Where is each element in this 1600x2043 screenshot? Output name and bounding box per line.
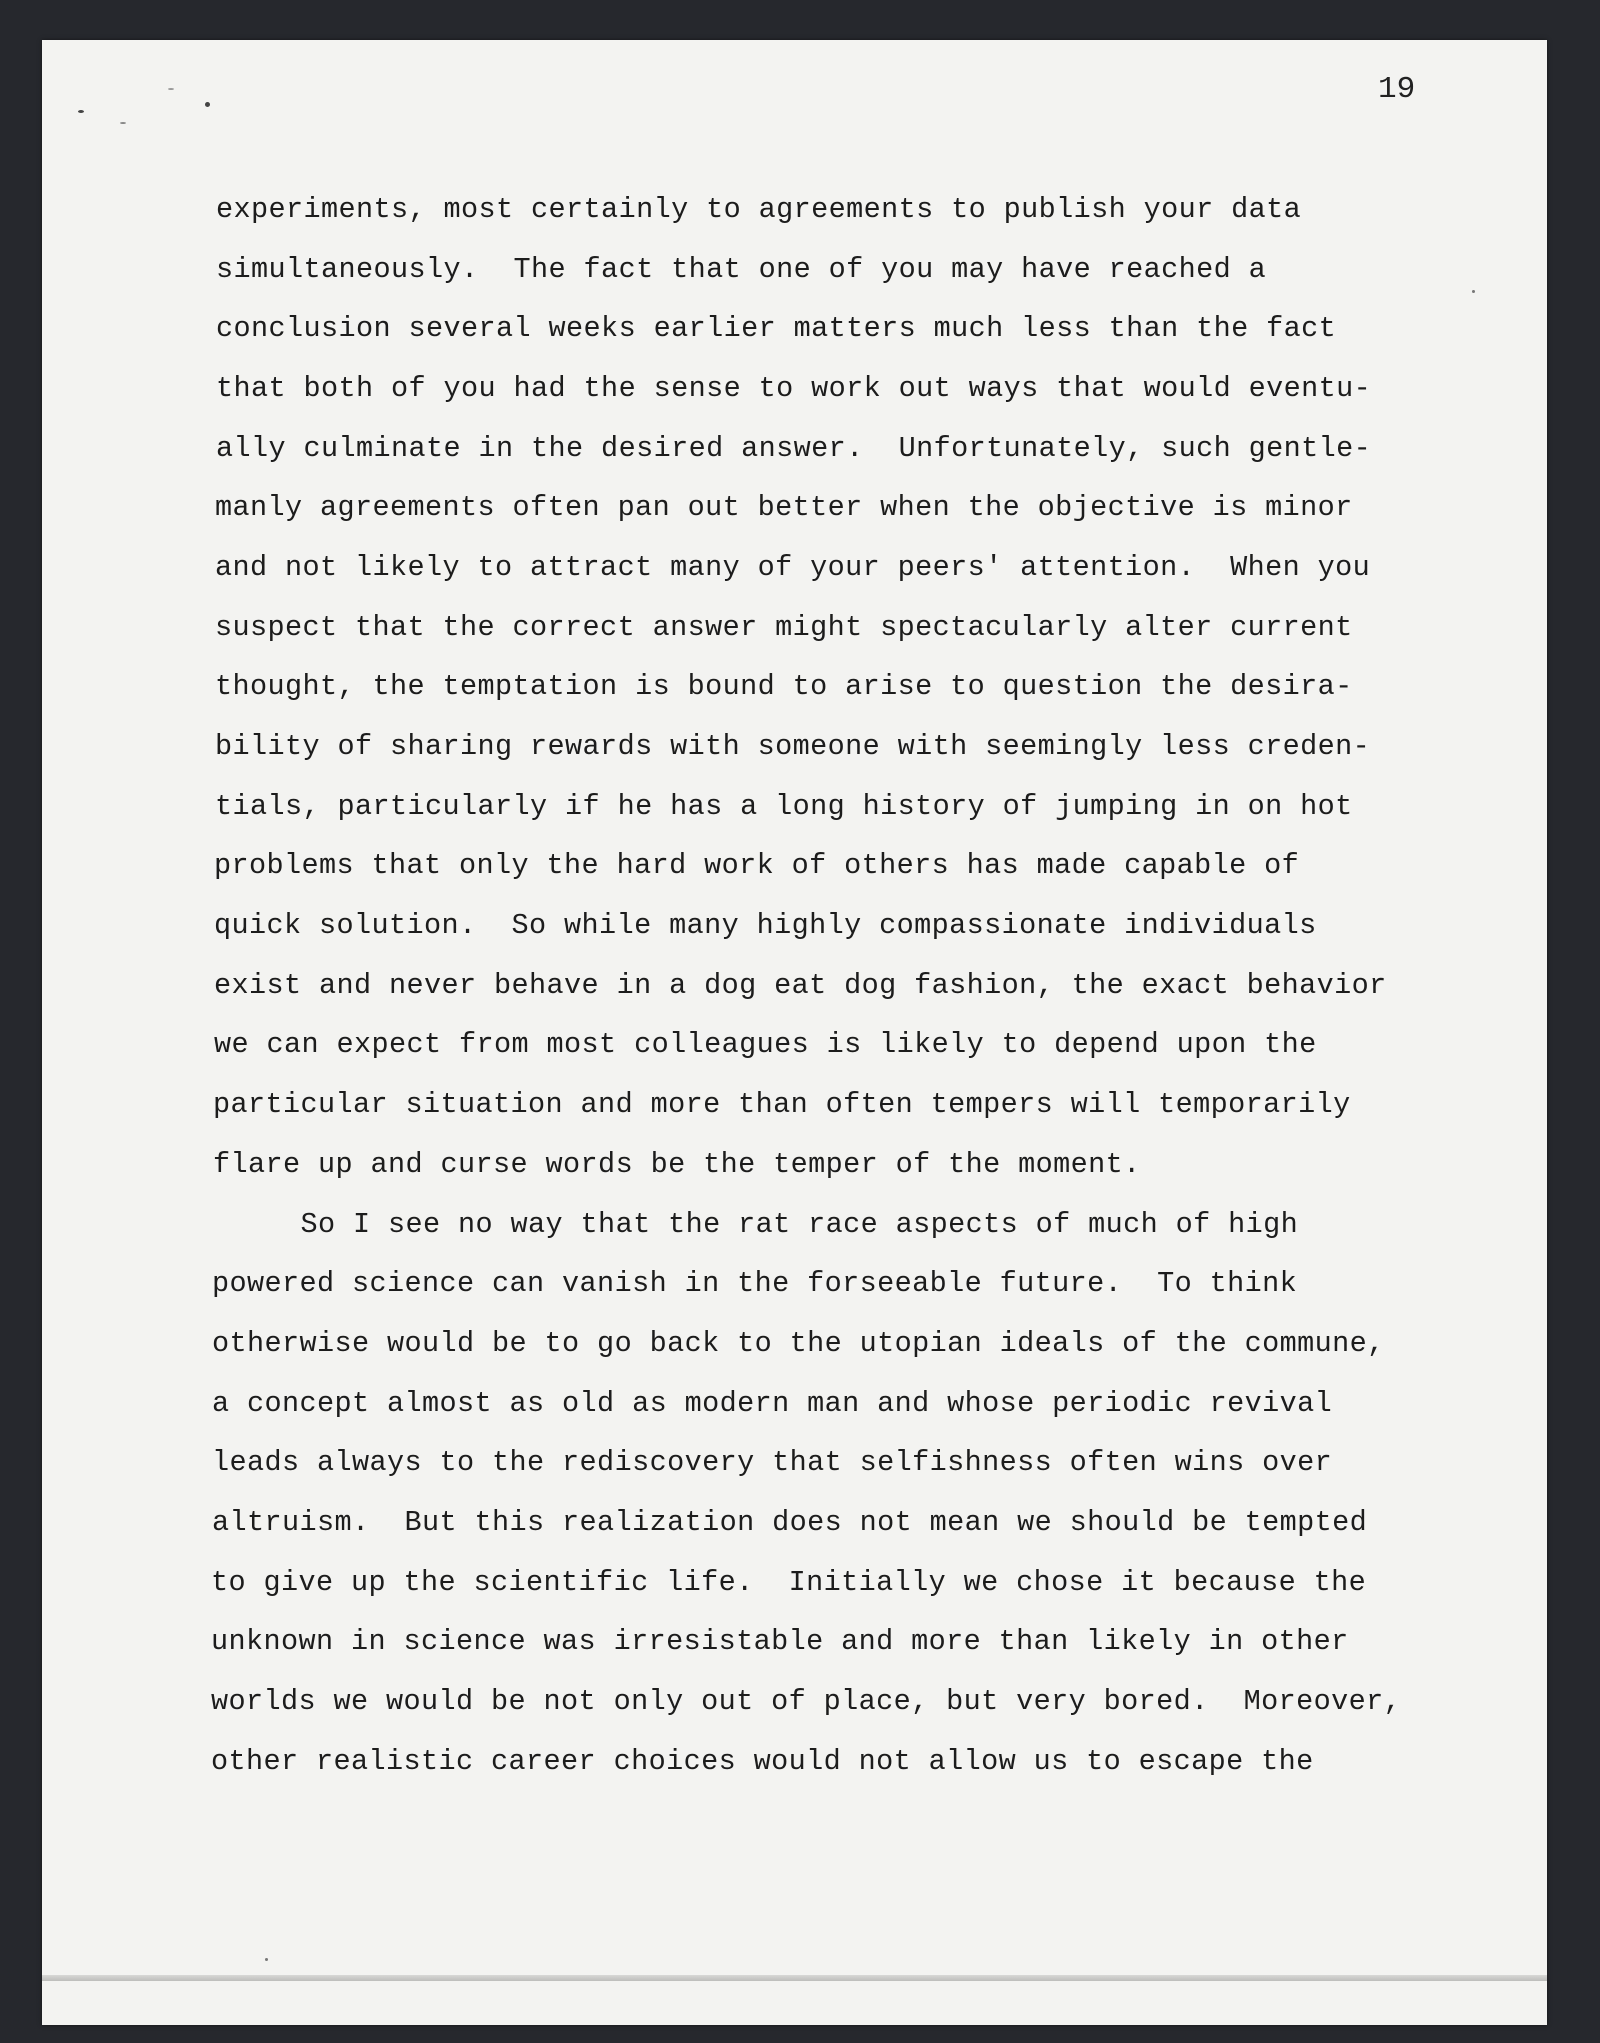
text-line: particular situation and more than often tempers will temporarily — [213, 1088, 1351, 1121]
text-line: flare up and curse words be the temper of the moment. — [213, 1148, 1141, 1181]
text-line: experiments, most certainly to agreements to publish your data — [216, 193, 1302, 226]
text-line: tials, particularly if he has a long history of jumping in on hot — [215, 790, 1353, 823]
text-line: So I see no way that the rat race aspects of much of high — [213, 1208, 1299, 1241]
paper-speck — [205, 102, 210, 107]
text-line: ally culminate in the desired answer. Unfortunately, such gentle- — [216, 432, 1372, 465]
text-line: problems that only the hard work of others has made capable of — [214, 849, 1300, 882]
paper-speck — [265, 1958, 268, 1961]
text-line: other realistic career choices would not allow us to escape the — [211, 1745, 1314, 1778]
text-line: thought, the temptation is bound to arise to question the desira- — [215, 670, 1353, 703]
paper-speck — [1472, 290, 1475, 293]
text-line: bility of sharing rewards with someone with seemingly less creden- — [215, 730, 1371, 763]
text-line: a concept almost as old as modern man and whose periodic revival — [212, 1387, 1333, 1420]
text-line: manly agreements often pan out better when the objective is minor — [215, 491, 1353, 524]
text-line: exist and never behave in a dog eat dog fashion, the exact behavior — [214, 969, 1387, 1002]
page-number: 19 — [1378, 72, 1416, 107]
text-line: powered science can vanish in the forseeable future. To think — [212, 1267, 1298, 1300]
paper-speck — [78, 110, 84, 113]
text-line: worlds we would be not only out of place, but very bored. Moreover, — [211, 1685, 1402, 1718]
text-line: we can expect from most colleagues is likely to depend upon the — [214, 1028, 1317, 1061]
text-line: that both of you had the sense to work out ways that would eventu- — [216, 372, 1372, 405]
text-line: simultaneously. The fact that one of you may have reached a — [216, 253, 1267, 286]
page-bottom-edge — [42, 1975, 1547, 1981]
paper-speck — [120, 122, 126, 124]
text-line: suspect that the correct answer might spectacularly alter current — [215, 611, 1353, 644]
text-line: altruism. But this realization does not mean we should be tempted — [212, 1506, 1368, 1539]
text-line: and not likely to attract many of your peers' attention. When you — [215, 551, 1371, 584]
text-line: otherwise would be to go back to the utopian ideals of the commune, — [212, 1327, 1385, 1360]
text-line: to give up the scientific life. Initially we chose it because the — [211, 1566, 1367, 1599]
text-line: conclusion several weeks earlier matters much less than the fact — [216, 312, 1337, 345]
paper-speck — [168, 88, 174, 90]
text-line: quick solution. So while many highly compassionate individuals — [214, 909, 1317, 942]
text-line: unknown in science was irresistable and more than likely in other — [211, 1625, 1349, 1658]
text-line: leads always to the rediscovery that selfishness often wins over — [212, 1446, 1333, 1479]
